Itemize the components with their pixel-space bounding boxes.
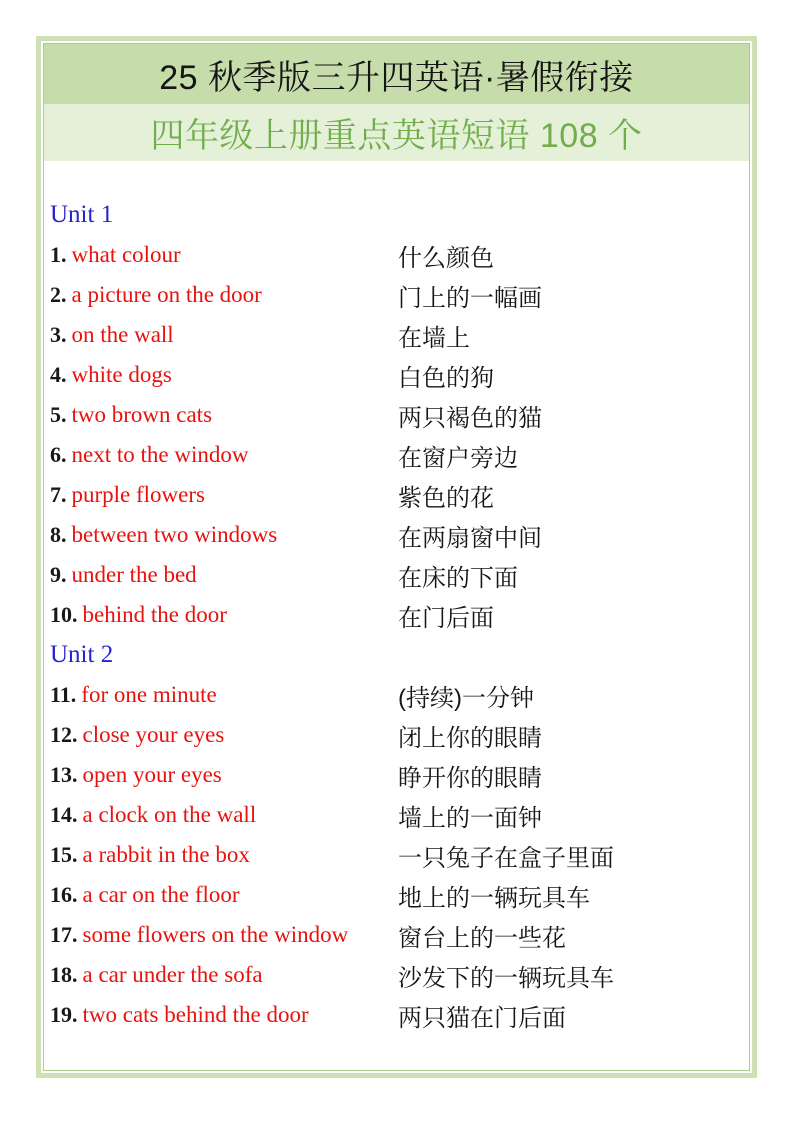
unit-heading: Unit 2: [50, 641, 114, 668]
chinese-translation: 一只兔子在盒子里面: [398, 844, 614, 872]
item-number: 19.: [50, 1002, 78, 1027]
chinese-translation: 沙发下的一辆玩具车: [398, 964, 614, 992]
english-phrase: on the wall: [71, 322, 174, 347]
phrase-row: [50, 235, 743, 275]
chinese-translation: 窗台上的一些花: [398, 924, 566, 952]
phrase-row: [50, 315, 743, 355]
page-inner-frame: [43, 43, 750, 1071]
english-phrase: two brown cats: [71, 402, 213, 427]
page-subtitle: 四年级上册重点英语短语 108 个: [150, 117, 643, 155]
phrase-row: [50, 595, 743, 635]
phrase-row: [50, 275, 743, 315]
phrase-row: [50, 875, 743, 915]
english-phrase: two cats behind the door: [82, 1002, 309, 1027]
item-number: 10.: [50, 602, 78, 627]
chinese-translation: 在两扇窗中间: [398, 524, 542, 552]
english-phrase-cell: [50, 722, 398, 748]
english-phrase: between two windows: [71, 522, 278, 547]
item-number: 17.: [50, 922, 78, 947]
english-phrase-cell: [50, 1002, 398, 1028]
item-number: 14.: [50, 802, 78, 827]
english-phrase: a rabbit in the box: [82, 842, 250, 867]
title-bar: [44, 44, 749, 104]
english-phrase-cell: [50, 802, 398, 828]
item-number: 5.: [50, 402, 67, 427]
chinese-translation: 在门后面: [398, 604, 494, 632]
item-number: 4.: [50, 362, 67, 387]
chinese-translation: 睁开你的眼睛: [398, 764, 542, 792]
english-phrase-cell: [50, 682, 398, 708]
item-number: 16.: [50, 882, 78, 907]
english-phrase-cell: [50, 282, 398, 308]
item-number: 2.: [50, 282, 67, 307]
phrase-row: [50, 795, 743, 835]
english-phrase-cell: [50, 562, 398, 588]
english-phrase: a car on the floor: [82, 882, 240, 907]
phrase-row: [50, 555, 743, 595]
english-phrase-cell: [50, 442, 398, 468]
english-phrase: white dogs: [71, 362, 172, 387]
phrase-row: [50, 955, 743, 995]
item-number: 9.: [50, 562, 67, 587]
english-phrase: open your eyes: [82, 762, 222, 787]
english-phrase: what colour: [71, 242, 181, 267]
chinese-translation: 门上的一幅画: [398, 284, 542, 312]
english-phrase-cell: [50, 882, 398, 908]
phrase-row: [50, 715, 743, 755]
english-phrase: behind the door: [82, 602, 227, 627]
english-phrase-cell: [50, 402, 398, 428]
phrase-row: [50, 435, 743, 475]
item-number: 18.: [50, 962, 78, 987]
chinese-translation: 地上的一辆玩具车: [398, 884, 590, 912]
english-phrase: a picture on the door: [71, 282, 262, 307]
chinese-translation: 在窗户旁边: [398, 444, 518, 472]
phrase-row: [50, 475, 743, 515]
item-number: 13.: [50, 762, 78, 787]
phrase-row: [50, 355, 743, 395]
english-phrase: next to the window: [71, 442, 249, 467]
english-phrase: a car under the sofa: [82, 962, 263, 987]
chinese-translation: 紫色的花: [398, 484, 494, 512]
chinese-translation: (持续)一分钟: [398, 684, 534, 712]
phrase-list: [44, 161, 749, 1035]
item-number: 12.: [50, 722, 78, 747]
chinese-translation: 闭上你的眼睛: [398, 724, 542, 752]
phrase-row: [50, 755, 743, 795]
phrase-row: [50, 915, 743, 955]
chinese-translation: 两只猫在门后面: [398, 1004, 566, 1032]
english-phrase-cell: [50, 242, 398, 268]
chinese-translation: 在墙上: [398, 324, 470, 352]
chinese-translation: 什么颜色: [398, 244, 494, 272]
english-phrase-cell: [50, 362, 398, 388]
english-phrase-cell: [50, 482, 398, 508]
item-number: 8.: [50, 522, 67, 547]
subtitle-bar: [44, 104, 749, 161]
item-number: 1.: [50, 242, 67, 267]
english-phrase: some flowers on the window: [82, 922, 349, 947]
english-phrase: purple flowers: [71, 482, 205, 507]
phrase-row: [50, 395, 743, 435]
chinese-translation: 墙上的一面钟: [398, 804, 542, 832]
chinese-translation: 两只褐色的猫: [398, 404, 542, 432]
english-phrase-cell: [50, 762, 398, 788]
unit-heading: Unit 1: [50, 201, 114, 228]
english-phrase: under the bed: [71, 562, 197, 587]
item-number: 6.: [50, 442, 67, 467]
chinese-translation: 在床的下面: [398, 564, 518, 592]
item-number: 7.: [50, 482, 67, 507]
english-phrase: for one minute: [81, 682, 217, 707]
page-border-frame: [36, 36, 757, 1078]
english-phrase: close your eyes: [82, 722, 225, 747]
phrase-row: [50, 835, 743, 875]
page-title: 25 秋季版三升四英语·暑假衔接: [159, 58, 634, 97]
english-phrase-cell: [50, 922, 398, 948]
phrase-row: [50, 675, 743, 715]
english-phrase-cell: [50, 962, 398, 988]
english-phrase-cell: [50, 522, 398, 548]
english-phrase-cell: [50, 322, 398, 348]
chinese-translation: 白色的狗: [398, 364, 494, 392]
english-phrase: a clock on the wall: [82, 802, 257, 827]
phrase-row: [50, 515, 743, 555]
english-phrase-cell: [50, 842, 398, 868]
english-phrase-cell: [50, 602, 398, 628]
item-number: 11.: [50, 682, 77, 707]
item-number: 3.: [50, 322, 67, 347]
phrase-row: [50, 995, 743, 1035]
item-number: 15.: [50, 842, 78, 867]
